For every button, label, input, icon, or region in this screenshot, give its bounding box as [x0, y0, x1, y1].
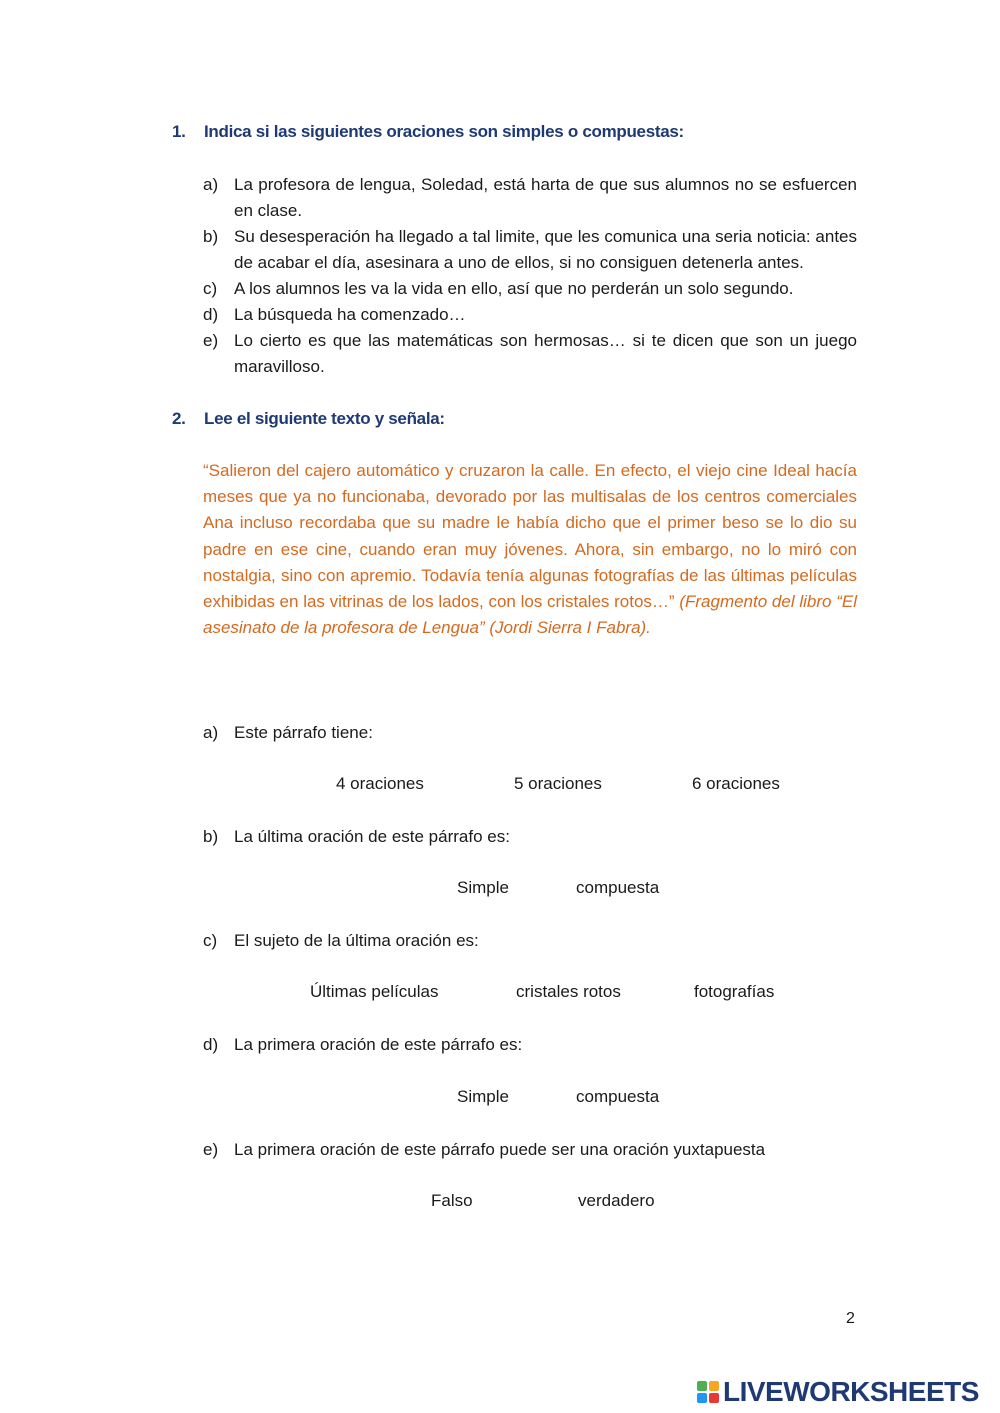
answer-option[interactable]: verdadero [578, 1191, 655, 1210]
exercise-2-heading [172, 409, 872, 429]
brand-name: LIVEWORKSHEETS [723, 1376, 979, 1407]
answer-option[interactable]: 6 oraciones [692, 774, 780, 793]
liveworksheets-icon [697, 1381, 719, 1403]
exercise-1-item-d [203, 302, 857, 328]
exercise-1-heading [172, 122, 872, 142]
question-e [203, 1137, 857, 1163]
item-text: La profesora de lengua, Soledad, está harta de que sus alumnos no se esfuercen en clase. [234, 175, 857, 220]
item-text: Su desesperación ha llegado a tal limite, que les comunica una seria noticia: antes de acabar el día, asesinara a uno de ellos, si no consiguen detenerla antes. [234, 227, 857, 272]
exercise-1-item-c [203, 276, 857, 302]
question-letter: a) [203, 723, 219, 742]
question-letter: d) [203, 1035, 219, 1054]
quote-text: “Salieron del cajero automático y cruzaron la calle. En efecto, el viejo cine Ideal hacía meses que ya no funcionaba, devorado por las multisalas de los centros comerciales Ana incluso recordaba que su madre le había dicho que el primer beso se lo dio su padre en ese cine, cuando eran muy jóvenes. Ahora, sin embargo, no lo miró con nostalgia, sino con apremio. Todavía tenía algunas fotografías de las últimas películas exhibidas en las vitrinas de los lados, con los cristales rotos…” [203, 461, 857, 612]
exercise-1-number: 1. [172, 122, 186, 141]
quoted-passage [203, 458, 857, 641]
answer-option[interactable]: Falso [431, 1191, 473, 1210]
answer-option[interactable]: compuesta [576, 878, 660, 897]
item-text: Lo cierto es que las matemáticas son hermosas… si te dicen que son un juego maravilloso. [234, 331, 857, 376]
answer-option[interactable]: fotografías [694, 982, 775, 1001]
question-a [203, 720, 857, 746]
question-letter: b) [203, 827, 219, 846]
question-text: El sujeto de la última oración es: [234, 931, 479, 950]
question-letter: e) [203, 1140, 219, 1159]
item-text: A los alumnos les va la vida en ello, así que no perderán un solo segundo. [234, 279, 794, 298]
item-letter: e) [203, 331, 219, 350]
exercise-2-number: 2. [172, 409, 186, 428]
item-letter: c) [203, 279, 218, 298]
item-letter: b) [203, 227, 219, 246]
brand-logo [697, 1376, 979, 1408]
page-number: 2 [846, 1310, 855, 1327]
question-d [203, 1032, 857, 1058]
exercise-1-title: Indica si las siguientes oraciones son simples o compuestas: [204, 122, 684, 141]
exercise-2-title: Lee el siguiente texto y señala: [204, 409, 445, 428]
question-text: La primera oración de este párrafo es: [234, 1035, 523, 1054]
answer-option[interactable]: cristales rotos [516, 982, 621, 1001]
item-text: La búsqueda ha comenzado… [234, 305, 466, 324]
question-letter: c) [203, 931, 218, 950]
quote-source: (Fragmento del libro “El asesinato de la profesora de Lengua” (Jordi Sierra I Fabra). [203, 592, 857, 638]
item-letter: d) [203, 305, 219, 324]
answer-option[interactable]: Últimas películas [310, 982, 439, 1001]
answer-option[interactable]: compuesta [576, 1087, 660, 1106]
exercise-1-item-a [203, 172, 857, 224]
exercise-1-item-b [203, 224, 857, 276]
exercise-1-item-e [203, 328, 857, 380]
answer-option[interactable]: Simple [457, 878, 509, 897]
question-c [203, 928, 857, 954]
question-text: La última oración de este párrafo es: [234, 827, 510, 846]
answer-option[interactable]: 5 oraciones [514, 774, 602, 793]
question-text: Este párrafo tiene: [234, 723, 373, 742]
question-b [203, 824, 857, 850]
answer-option[interactable]: 4 oraciones [336, 774, 424, 793]
answer-option[interactable]: Simple [457, 1087, 509, 1106]
question-text: La primera oración de este párrafo puede ser una oración yuxtapuesta [234, 1140, 766, 1159]
item-letter: a) [203, 175, 219, 194]
